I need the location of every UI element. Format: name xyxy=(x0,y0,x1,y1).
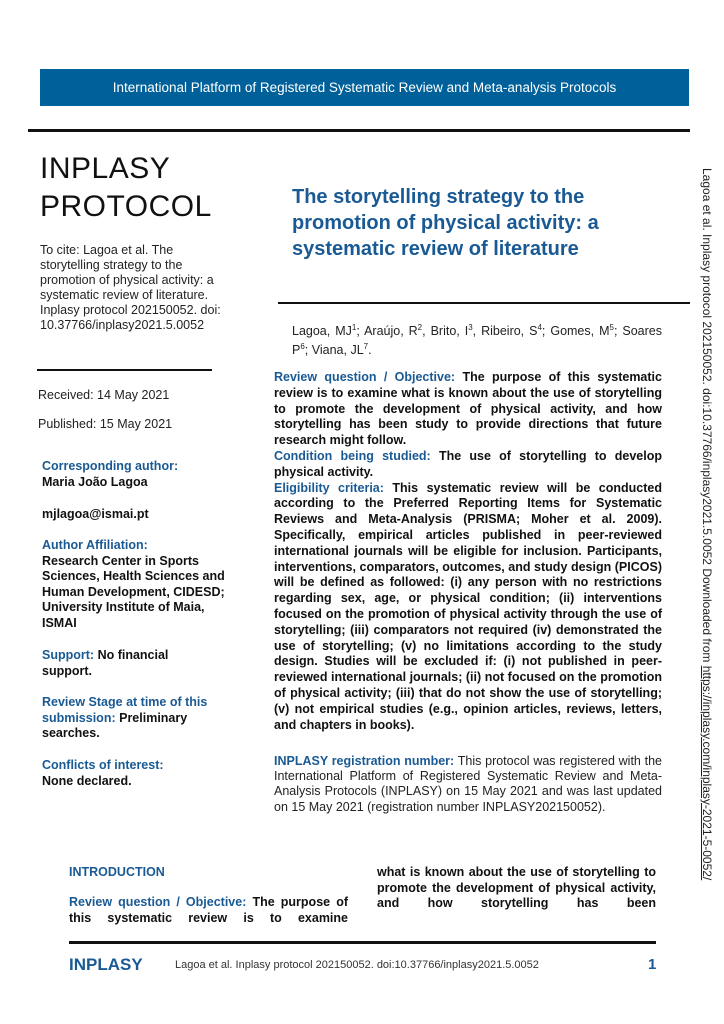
introduction-left-column xyxy=(69,895,348,926)
top-divider xyxy=(28,129,690,132)
eligibility-text: This systematic review will be conducted according to the Preferred Reporting Items for Systematic Reviews and Meta-Analysis (PRISMA; Moher et al. 2009). Specifically, empirical articles published in peer-reviewed international journals will be eligible for inclusion. Participants, interventions, comparators, outcomes, and study design (PICOS) will be defined as followed: (i) any person with no restrictions regarding sex, age, or physical condition; (ii) interventions focused on the promotion of physical activity through the use of storytelling; (iii) comparators not required (iv) demonstrated the use of storytelling; (v) no limitations according to the study design. Studies will be excluded if: (i) not published in peer-reviewed international journals; (ii) not focused on the promotion of physical activity; (iii) that do not show the use of storytelling; (v) not empirical studies (e.g., opinion articles, reviews, letters, and chapters in books). xyxy=(274,480,662,732)
footer-citation: Lagoa et al. Inplasy protocol 202150052. doi:10.37766/inplasy2021.5.0052 xyxy=(175,959,539,971)
corresponding-author xyxy=(42,459,232,490)
download-url-link[interactable]: https://inplasy.com/inplasy-2021-5-0052/ xyxy=(700,665,714,881)
review-stage-text: Preliminary searches. xyxy=(42,710,188,740)
platform-banner: International Platform of Registered Systematic Review and Meta-analysis Protocols xyxy=(40,69,689,106)
author: Gomes, $M^5$; xyxy=(550,323,623,339)
protocol-heading xyxy=(40,150,212,226)
corresponding-author-name: Maria João Lagoa xyxy=(42,474,148,489)
eligibility-section xyxy=(274,481,662,734)
author-email[interactable]: mjlagoa@ismai.pt xyxy=(42,507,149,521)
support xyxy=(42,648,192,679)
registration-label: INPLASY registration number: xyxy=(274,754,455,768)
author: Araújo, $R^2$, xyxy=(364,323,431,339)
condition-section xyxy=(274,449,662,481)
citation: To cite: Lagoa et al. The storytelling strategy to the promotion of physical activity: a systematic review of literature. Inplasy protocol 202150052. doi: 10.37766/inplasy2021.5.0052 xyxy=(40,243,221,332)
author: Soares $P^6$; xyxy=(292,324,662,358)
title-divider xyxy=(278,302,690,304)
author-affiliation xyxy=(42,538,232,631)
objective-text: The purpose of this systematic review is to examine what is known about the use of storytelling to promote the development of physical activity, and how storytelling has been study to provide directions that future research might follow. xyxy=(274,370,662,448)
received-date: Received: 14 May 2021 xyxy=(38,388,170,402)
download-watermark-text: Lagoa et al. Inplasy protocol 202150052. doi:10.37766/inplasy2021.5.0052 Downloaded from xyxy=(700,168,714,666)
objective-section xyxy=(274,370,662,449)
affiliation-text: Research Center in Sports Sciences, Health Sciences and Human Development, CIDESD; University Institute of Maia, ISMAI xyxy=(42,553,225,630)
left-divider xyxy=(37,369,212,371)
introduction-right-text: what is known about the use of storytelling to promote the development of physical activity, and how storytelling has been xyxy=(377,865,656,910)
published-date: Published: 15 May 2021 xyxy=(38,417,173,431)
introduction-heading: INTRODUCTION xyxy=(69,865,165,879)
condition-label: Condition being studied: xyxy=(274,448,431,463)
condition-text: The use of storytelling to develop physical activity. xyxy=(274,448,662,479)
review-stage-label: Review Stage at time of this submission: xyxy=(42,695,208,725)
author: Ribeiro, $S^4$; xyxy=(481,323,551,339)
objective-label: Review question / Objective: xyxy=(274,370,456,384)
registration xyxy=(274,754,662,815)
registration-text: This protocol was registered with the International Platform of Registered Systematic Review and Meta-Analysis Protocols (INPLASY) on 15 May 2021 and was last updated on 15 May 2021 (registration number INPLASY202150052). xyxy=(274,754,662,814)
conflicts-label: Conflicts of interest: xyxy=(42,758,164,772)
footer-divider xyxy=(69,941,656,944)
conflicts-text: None declared. xyxy=(42,773,132,788)
footer-brand: INPLASY xyxy=(69,955,143,974)
corresponding-author-label: Corresponding author: xyxy=(42,459,179,473)
protocol-heading-line2: PROTOCOL xyxy=(40,190,212,223)
protocol-heading-line1: INPLASY xyxy=(40,152,171,185)
support-text: No financial support. xyxy=(42,648,169,678)
review-stage xyxy=(42,695,232,742)
page-number: 1 xyxy=(648,956,657,973)
author: Brito, $I^3$, xyxy=(430,323,482,339)
author-list xyxy=(292,320,662,358)
eligibility-label: Eligibility criteria: xyxy=(274,480,384,495)
conflicts xyxy=(42,758,232,789)
author: Lagoa, $MJ^1$; xyxy=(292,323,365,339)
support-label: Support: xyxy=(42,648,95,662)
introduction-left-text: The purpose of this systematic review is to examine xyxy=(69,895,348,925)
paper-title: The storytelling strategy to the promotion of physical activity: a systematic review of literature xyxy=(292,186,599,260)
abstract xyxy=(274,370,662,733)
download-watermark xyxy=(700,168,714,908)
affiliation-label: Author Affiliation: xyxy=(42,538,148,552)
author: Viana, $JL^7$. xyxy=(311,342,372,358)
introduction-objective-label: Review question / Objective: xyxy=(69,895,247,909)
